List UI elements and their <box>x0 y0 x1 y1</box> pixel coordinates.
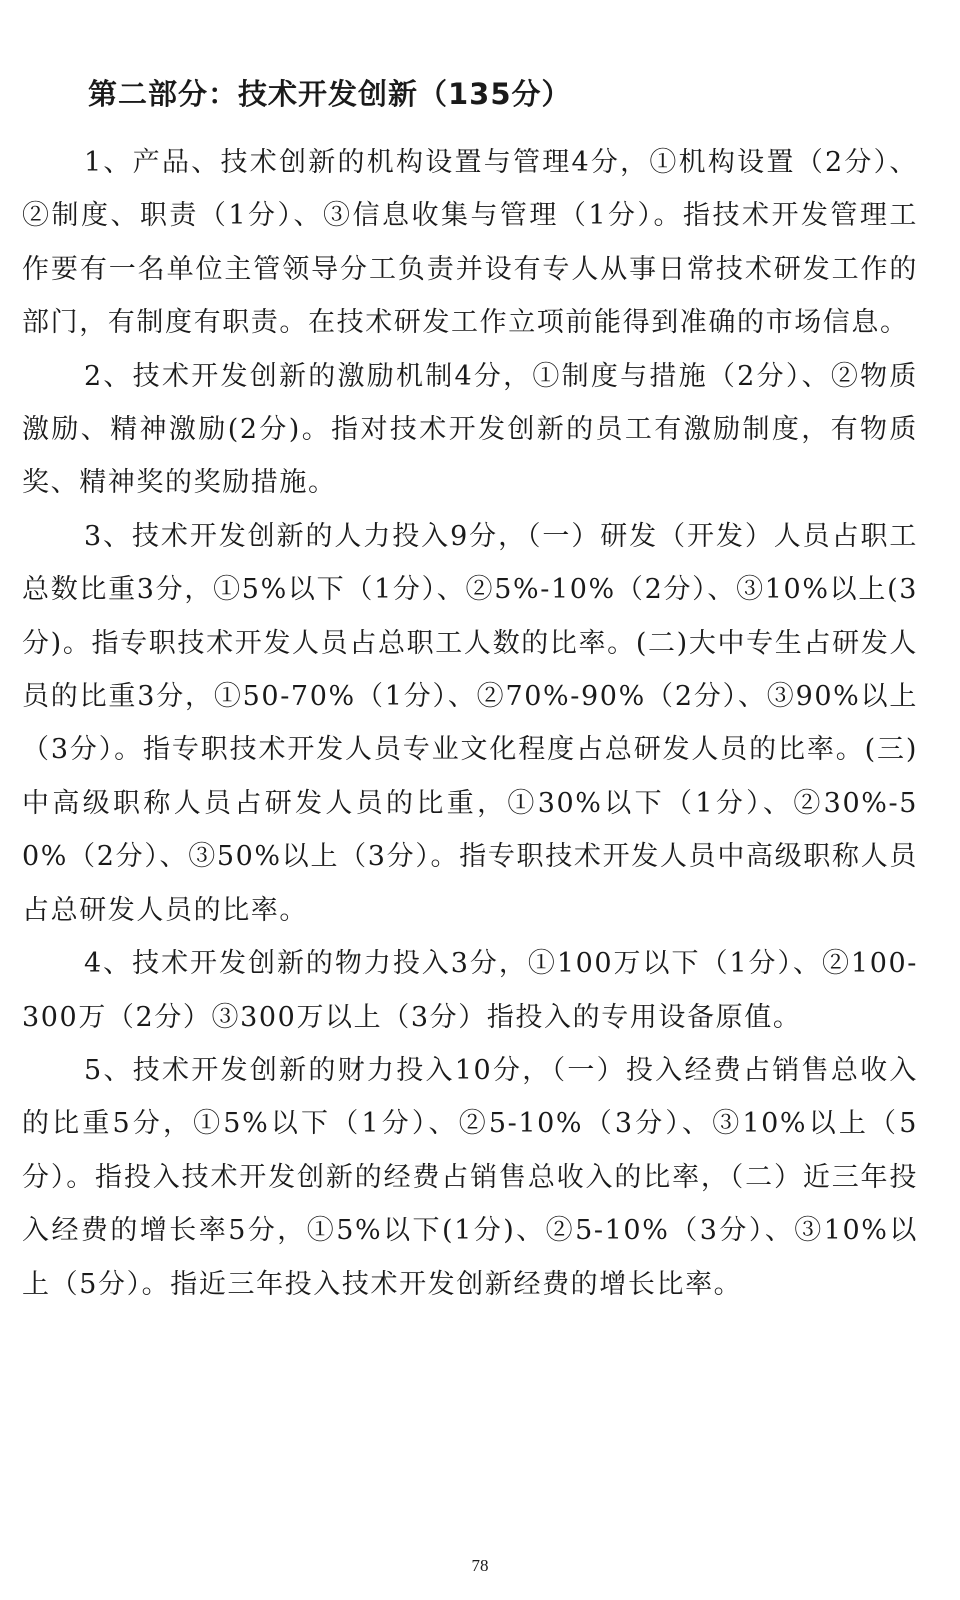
paragraph-1: 1、产品、技术创新的机构设置与管理4分，①机构设置（2分）、②制度、职责（1分）、③信息收集与管理（1分）。指技术开发管理工作要有一名单位主管领导分工负责并设有专人从事日常技术研发工作的部门，有制度有职责。在技术研发工作立项前能得到准确的市场信息。 <box>22 147 918 339</box>
page-number: 78 <box>471 1556 489 1575</box>
paragraph-4: 4、技术开发创新的物力投入3分，①100万以下（1分）、②100-300万（2分）③300万以上（3分）指投入的专用设备原值。 <box>22 948 918 1033</box>
paragraph-3: 3、技术开发创新的人力投入9分，（一）研发（开发）人员占职工总数比重3分，①5%以下（1分）、②5%-10%（2分）、③10%以上(3分)。指专职技术开发人员占总职工人数的比率。(二)大中专生占研发人员的比重3分，①50-70%（1分）、②70%-90%（2分）、③90%以上（3分）。指专职技术开发人员专业文化程度占总研发人员的比率。(三)中高级职称人员占研发人员的比重，①30%以下（1分）、②30%-50%（2分）、③50%以上（3分）。指专职技术开发人员中高级职称人员占总研发人员的比率。 <box>22 520 918 926</box>
section-heading: 第二部分：技术开发创新（135分） <box>88 77 572 111</box>
paragraph-2: 2、技术开发创新的激励机制4分，①制度与措施（2分）、②物质激励、精神激励(2分)。指对技术开发创新的员工有激励制度，有物质奖、精神奖的奖励措施。 <box>22 360 918 499</box>
paragraph-5: 5、技术开发创新的财力投入10分，（一）投入经费占销售总收入的比重5分，①5%以下（1分）、②5-10%（3分）、③10%以上（5分）。指投入技术开发创新的经费占销售总收入的比率，（二）近三年投入经费的增长率5分，①5%以下(1分)、②5-10%（3分）、③10%以上（5分）。指近三年投入技术开发创新经费的增长比率。 <box>22 1054 918 1300</box>
body-text <box>22 136 918 1311</box>
